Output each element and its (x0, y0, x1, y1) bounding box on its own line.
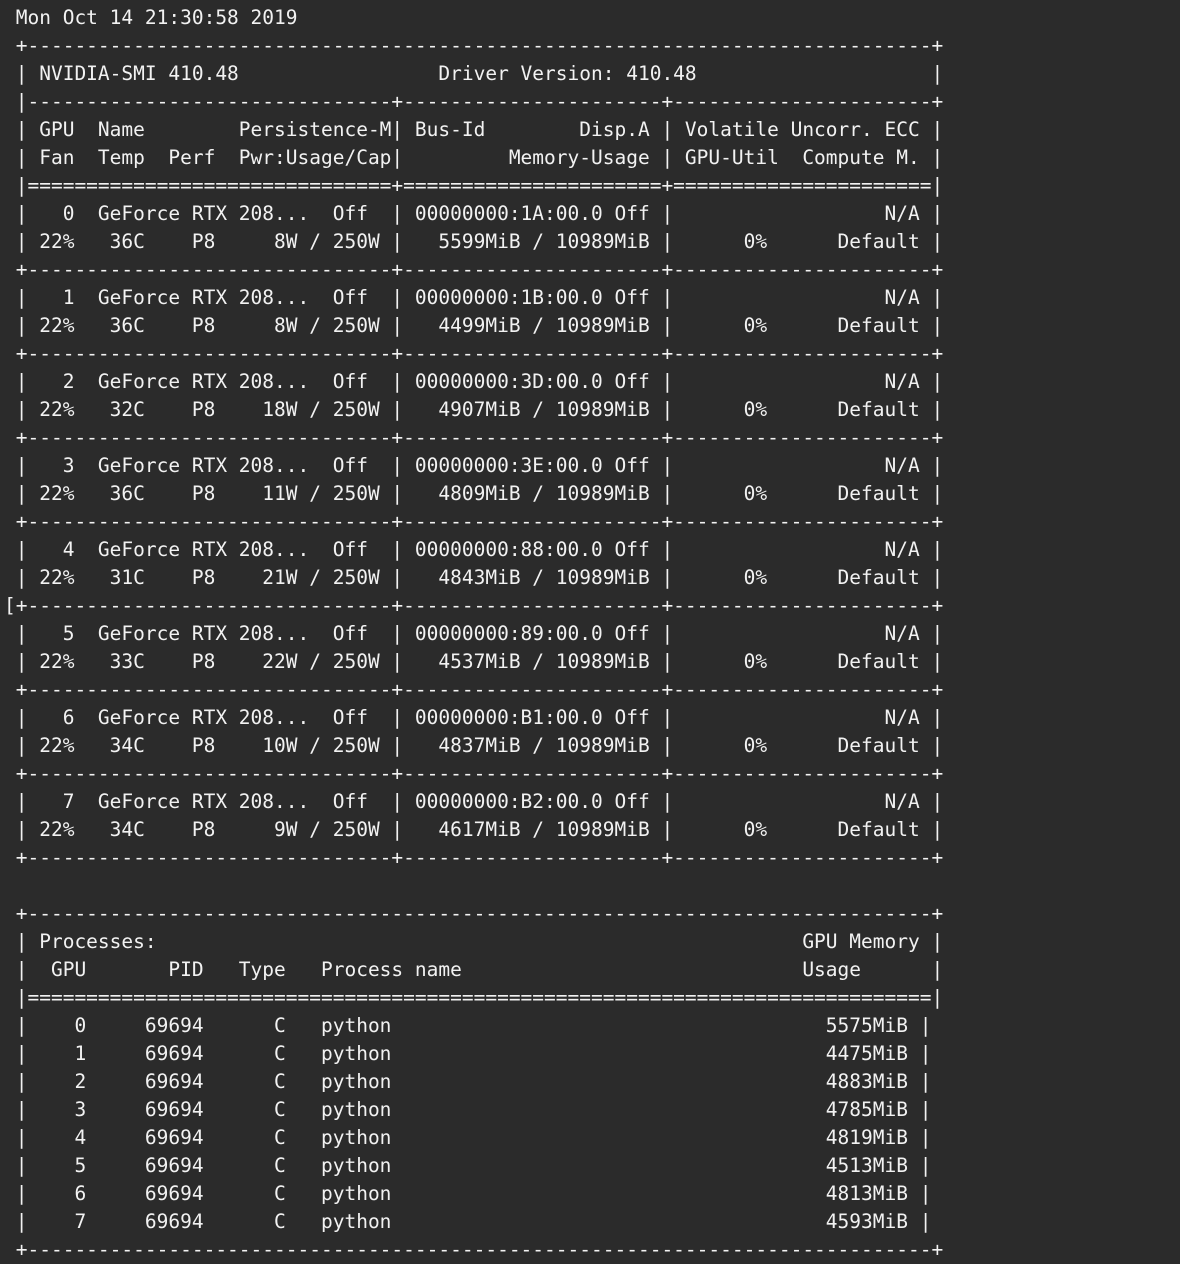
terminal-line: |=============================================================================| (4, 986, 944, 1009)
terminal-line: |-------------------------------+----------------------+----------------------+ (4, 90, 944, 113)
terminal-line: +-------------------------------+----------------------+----------------------+ (4, 678, 944, 701)
terminal-line: | 22% 34C P8 10W / 250W | 4837MiB / 10989MiB | 0% Default | (4, 734, 944, 757)
terminal-line: | 5 GeForce RTX 208... Off | 00000000:89:00.0 Off | N/A | (4, 622, 944, 645)
terminal-line: | 22% 32C P8 18W / 250W | 4907MiB / 10989MiB | 0% Default | (4, 398, 944, 421)
terminal-line: | 4 GeForce RTX 208... Off | 00000000:88:00.0 Off | N/A | (4, 538, 944, 561)
terminal-line: | 1 GeForce RTX 208... Off | 00000000:1B:00.0 Off | N/A | (4, 286, 944, 309)
terminal-line: | 22% 36C P8 8W / 250W | 4499MiB / 10989MiB | 0% Default | (4, 314, 944, 337)
terminal-line: | 7 69694 C python 4593MiB | (4, 1210, 932, 1233)
terminal-line: | 22% 31C P8 21W / 250W | 4843MiB / 10989MiB | 0% Default | (4, 566, 944, 589)
terminal-line: +-------------------------------+----------------------+----------------------+ (4, 762, 944, 785)
terminal-line: | NVIDIA-SMI 410.48 Driver Version: 410.48 | (4, 62, 944, 85)
terminal-line: +-------------------------------+----------------------+----------------------+ (4, 846, 944, 869)
terminal-line: | 22% 36C P8 11W / 250W | 4809MiB / 10989MiB | 0% Default | (4, 482, 944, 505)
terminal-line: +-------------------------------+----------------------+----------------------+ (4, 426, 944, 449)
terminal-line: | 2 69694 C python 4883MiB | (4, 1070, 932, 1093)
terminal-line: | Processes: GPU Memory | (4, 930, 944, 953)
terminal-line: | 0 GeForce RTX 208... Off | 00000000:1A:00.0 Off | N/A | (4, 202, 944, 225)
terminal-line: | 2 GeForce RTX 208... Off | 00000000:3D:00.0 Off | N/A | (4, 370, 944, 393)
terminal-line: | 22% 36C P8 8W / 250W | 5599MiB / 10989MiB | 0% Default | (4, 230, 944, 253)
terminal-line: | 1 69694 C python 4475MiB | (4, 1042, 932, 1065)
terminal-line: | 22% 34C P8 9W / 250W | 4617MiB / 10989MiB | 0% Default | (4, 818, 944, 841)
terminal-line: Mon Oct 14 21:30:58 2019 (4, 6, 298, 29)
terminal-line: +-------------------------------+----------------------+----------------------+ (4, 342, 944, 365)
terminal-line: +-----------------------------------------------------------------------------+ (4, 1238, 944, 1261)
terminal-line: | 3 GeForce RTX 208... Off | 00000000:3E:00.0 Off | N/A | (4, 454, 944, 477)
terminal-line: | GPU Name Persistence-M| Bus-Id Disp.A | Volatile Uncorr. ECC | (4, 118, 944, 141)
terminal-line: | 4 69694 C python 4819MiB | (4, 1126, 932, 1149)
terminal-line: +-------------------------------+----------------------+----------------------+ (4, 258, 944, 281)
terminal-line-cursor: [+-------------------------------+----------------------+----------------------+ (4, 594, 944, 617)
terminal-line: | Fan Temp Perf Pwr:Usage/Cap| Memory-Usage | GPU-Util Compute M. | (4, 146, 944, 169)
terminal-line (4, 872, 1180, 900)
terminal-line: |===============================+======================+======================| (4, 174, 944, 197)
terminal-line: | 6 69694 C python 4813MiB | (4, 1182, 932, 1205)
terminal-line: | 22% 33C P8 22W / 250W | 4537MiB / 10989MiB | 0% Default | (4, 650, 944, 673)
terminal-line: +-------------------------------+----------------------+----------------------+ (4, 510, 944, 533)
terminal-line: | 5 69694 C python 4513MiB | (4, 1154, 932, 1177)
terminal-line: | 7 GeForce RTX 208... Off | 00000000:B2:00.0 Off | N/A | (4, 790, 944, 813)
terminal-line: | 0 69694 C python 5575MiB | (4, 1014, 932, 1037)
terminal-line: | 3 69694 C python 4785MiB | (4, 1098, 932, 1121)
terminal-line: +-----------------------------------------------------------------------------+ (4, 902, 944, 925)
terminal-line: +-----------------------------------------------------------------------------+ (4, 34, 944, 57)
terminal-line: | GPU PID Type Process name Usage | (4, 958, 944, 981)
terminal-line: | 6 GeForce RTX 208... Off | 00000000:B1:00.0 Off | N/A | (4, 706, 944, 729)
